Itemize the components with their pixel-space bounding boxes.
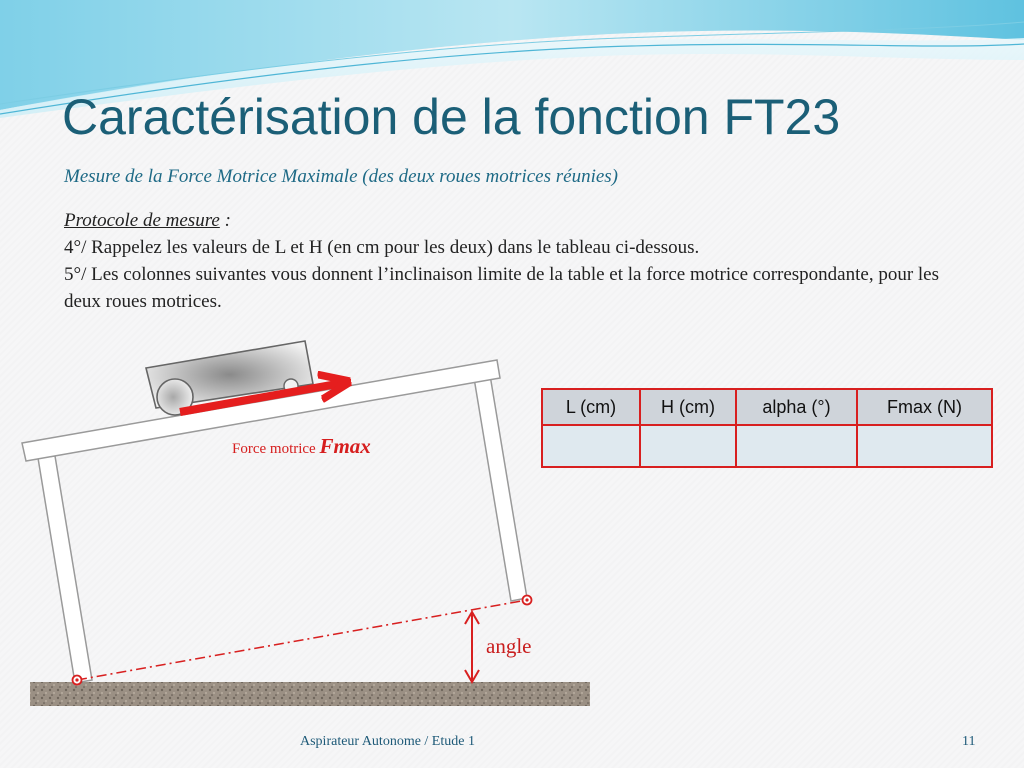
table-header-row — [542, 389, 992, 425]
protocol-heading-line — [64, 207, 964, 234]
ground — [30, 682, 590, 706]
tilted-table-diagram — [0, 330, 600, 720]
force-symbol: Fmax — [319, 434, 371, 458]
left-pivot-marker — [73, 676, 82, 685]
subtitle: Mesure de la Force Motrice Maximale (des deux roues motrices réunies) — [64, 166, 618, 187]
right-pivot-marker — [523, 596, 532, 605]
measurement-table — [541, 388, 993, 468]
cell-alpha[interactable] — [736, 425, 857, 467]
col-header-fmax: Fmax (N) — [857, 389, 992, 425]
protocol-text — [64, 207, 964, 315]
col-header-h: H (cm) — [640, 389, 736, 425]
col-header-alpha: alpha (°) — [736, 389, 857, 425]
left-leg — [38, 456, 92, 683]
angle-reference-line — [77, 600, 527, 680]
page-number: 11 — [962, 734, 976, 749]
angle-label: angle — [486, 634, 532, 658]
protocol-step-5: 5°/ Les colonnes suivantes vous donnent l’inclinaison limite de la table et la force motrice correspondante, pour les deux roues motrices. — [64, 264, 940, 312]
protocol-step-4: 4°/ Rappelez les valeurs de L et H (en cm pour les deux) dans le tableau ci-dessous. — [64, 237, 700, 258]
force-label-text: Force motrice — [232, 441, 320, 457]
cell-h[interactable] — [640, 425, 736, 467]
protocol-heading-colon: : — [219, 210, 231, 231]
right-leg — [474, 375, 527, 601]
cell-fmax[interactable] — [857, 425, 992, 467]
angle-double-arrow — [465, 612, 479, 682]
cell-l[interactable] — [542, 425, 640, 467]
col-header-l: L (cm) — [542, 389, 640, 425]
footer-title: Aspirateur Autonome / Etude 1 — [300, 734, 475, 749]
page-title: Caractérisation de la fonction FT23 — [62, 89, 841, 145]
protocol-heading: Protocole de mesure — [64, 210, 220, 231]
table-row — [542, 425, 992, 467]
force-label — [232, 434, 371, 459]
